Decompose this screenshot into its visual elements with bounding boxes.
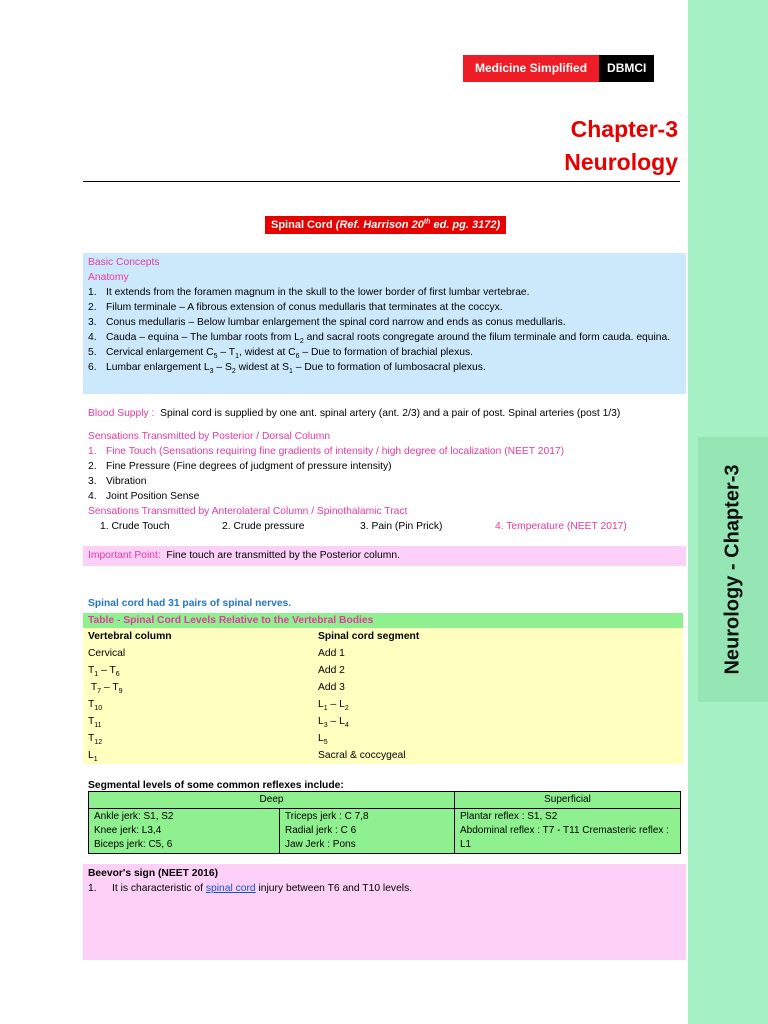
spinal-cord-link[interactable]: spinal cord: [205, 883, 256, 894]
chapter-number: Chapter-3: [570, 116, 678, 142]
levels-table-caption: Table - Spinal Cord Levels Relative to the Vertebral Bodies: [83, 613, 683, 628]
blood-supply-label: Blood Supply :: [88, 408, 155, 419]
table-row: Ankle jerk: S1, S2 Knee jerk: L3,4 Biceps jerk: C5, 6 Triceps jerk : C 7,8 Radial jerk : C 6 Jaw Jerk : Pons Plantar reflex : S1, S2 Abdominal reflex : T7 - T11 Cremasteric reflex : L1: [89, 809, 681, 854]
spinal-cord-title: [265, 216, 506, 234]
list-item: 4. Cauda – equina – The lumbar roots from $L_2$ and sacral roots congregate around the filum terminale and form cauda. equina.: [88, 332, 671, 346]
beevor-heading: Beevor's sign (NEET 2016): [88, 868, 219, 879]
table-header-row: [89, 792, 681, 809]
table-row: $T_7 - T_9$ Add 3: [88, 682, 345, 696]
anatomy-heading: Anatomy: [88, 272, 129, 283]
list-item: 4. Temperature (NEET 2017): [495, 521, 627, 532]
brand-medicine-simplified: Medicine Simplified: [463, 55, 599, 82]
blood-supply: [83, 404, 686, 423]
spinal-cord-ref: (Ref. Harrison 20th ed. pg. 3172): [335, 218, 501, 231]
table-row: $L_1$ Sacral & coccygeal: [88, 750, 406, 764]
important-point-box: [83, 546, 686, 566]
list-item: 1. It is characteristic of spinal cord injury between T6 and T10 levels.: [88, 883, 413, 894]
important-point-text: Fine touch are transmitted by the Posterior column.: [166, 550, 400, 561]
basic-concepts-box: [83, 253, 686, 394]
spinal-cord-title-text: Spinal Cord: [271, 219, 336, 231]
anterolateral-heading: Sensations Transmitted by Anterolateral Column / Spinothalamic Tract: [88, 506, 408, 517]
list-item: 3. Pain (Pin Prick): [360, 521, 443, 532]
list-item: 2. Filum terminale – A fibrous extension of conus medullaris that terminates at the coccyx.: [88, 302, 503, 313]
list-item: 6. Lumbar enlargement $L_3 - S_2$ widest at $S_1$ – Due to formation of lumbosacral plexus.: [88, 362, 486, 376]
chapter-title: [564, 113, 678, 179]
list-item: 2. Fine Pressure (Fine degrees of judgment of pressure intensity): [88, 461, 392, 472]
table-row: $T_{12}$ $L_5$: [88, 733, 328, 747]
blood-supply-text: Spinal cord is supplied by one ant. spinal artery (ant. 2/3) and a pair of post. Spinal arteries (post 1/3): [160, 408, 621, 419]
important-point-label: Important Point:: [88, 550, 161, 561]
reflexes-table: [88, 791, 681, 854]
list-item: 1. It extends from the foramen magnum in the skull to the lower border of first lumbar vertebrae.: [88, 287, 530, 298]
table-row: Cervical Add 1: [88, 648, 345, 659]
basic-concepts-heading: Basic Concepts: [88, 257, 160, 268]
list-item: 5. Cervical enlargement $C_5 - T_1$, widest at $C_6$ – Due to formation of brachial plexus.: [88, 347, 473, 361]
levels-table: [83, 628, 683, 764]
beevor-sign-box: [83, 864, 686, 960]
list-item: 3. Conus medullaris – Below lumbar enlargement the spinal cord narrow and ends as conus medullaris.: [88, 317, 566, 328]
deep-header: Deep: [89, 792, 455, 809]
list-item: 1. Fine Touch (Sensations requiring fine gradients of intensity / high degree of localization (NEET 2017): [88, 446, 565, 457]
brand-header: [463, 55, 654, 82]
list-item: 1. Crude Touch: [100, 521, 170, 532]
table-header-row: Vertebral column Spinal cord segment: [88, 631, 420, 642]
table-row: $T_1 - T_6$ Add 2: [88, 665, 345, 679]
superficial-header: Superficial: [455, 792, 681, 809]
chapter-side-tab: [698, 437, 768, 702]
reflexes-heading: Segmental levels of some common reflexes include:: [88, 780, 344, 791]
side-tab-label: Neurology - Chapter-3: [721, 464, 744, 675]
spinal-levels-section: [83, 594, 683, 764]
posterior-heading: Sensations Transmitted by Posterior / Dorsal Column: [88, 431, 331, 442]
anterolateral-items: [88, 519, 681, 534]
posterior-column-section: [83, 427, 686, 536]
chapter-subject: Neurology: [564, 149, 678, 175]
spinal-nerves-pairs: Spinal cord had 31 pairs of spinal nerves.: [88, 598, 292, 609]
table-row: $T_{10}$ $L_1 - L_2$: [88, 699, 349, 713]
list-item: 2. Crude pressure: [222, 521, 305, 532]
header-divider: [83, 181, 680, 182]
list-item: 3. Vibration: [88, 476, 147, 487]
list-item: 4. Joint Position Sense: [88, 491, 200, 502]
brand-dbmci: DBMCI: [599, 55, 654, 82]
table-row: $T_{11}$ $L_3 - L_4$: [88, 716, 349, 730]
